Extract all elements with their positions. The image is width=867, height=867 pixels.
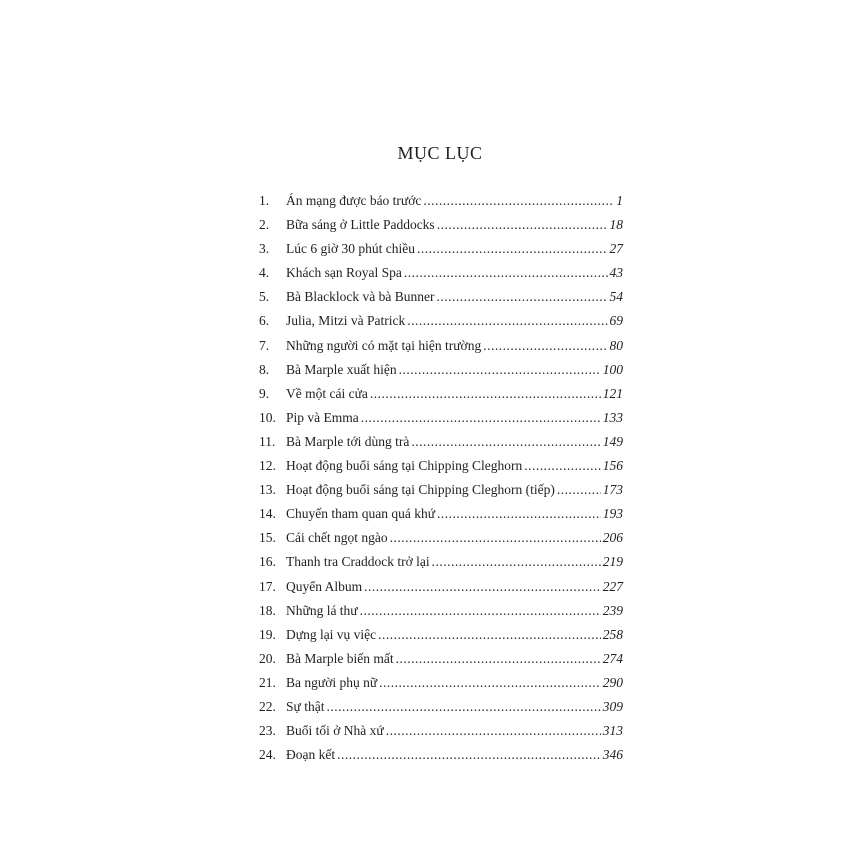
page-number: 100: [602, 361, 623, 377]
chapter-number: 22.: [259, 698, 276, 714]
toc-entry: [259, 386, 623, 410]
toc-entry: [259, 338, 623, 362]
chapter-title: Pip và Emma: [286, 409, 359, 425]
chapter-title: Bà Marple xuất hiện: [286, 361, 397, 377]
dot-leader: [432, 554, 601, 570]
dot-leader: [337, 747, 601, 763]
chapter-title: Sự thật: [286, 698, 325, 714]
page-number: 239: [602, 602, 623, 618]
chapter-number: 20.: [259, 650, 276, 666]
toc-entry: [259, 458, 623, 482]
page-number: 219: [602, 554, 623, 570]
toc-entry: [259, 675, 623, 699]
chapter-number: 4.: [259, 265, 270, 281]
chapter-title: Hoạt động buổi sáng tại Chipping Cleghorn (tiếp): [286, 482, 555, 498]
chapter-title: Chuyến tham quan quá khứ: [286, 506, 436, 522]
chapter-title: Ba người phụ nữ: [286, 674, 378, 690]
chapter-title: Lúc 6 giờ 30 phút chiều: [286, 241, 415, 257]
toc-entry: [259, 362, 623, 386]
dot-leader: [399, 362, 601, 378]
chapter-number: 12.: [259, 458, 276, 474]
dot-leader: [423, 193, 614, 209]
dot-leader: [379, 675, 601, 691]
chapter-number: 9.: [259, 385, 270, 401]
chapter-number: 15.: [259, 530, 276, 546]
chapter-title: Những lá thư: [286, 602, 358, 618]
toc-entry: [259, 651, 623, 675]
chapter-title: Bữa sáng ở Little Paddocks: [286, 217, 435, 233]
chapter-title: Về một cái cửa: [286, 385, 368, 401]
chapter-number: 6.: [259, 313, 270, 329]
chapter-title: Bà Blacklock và bà Bunner: [286, 289, 435, 305]
toc-entry: [259, 482, 623, 506]
page-number: 1: [616, 193, 623, 208]
chapter-number: 14.: [259, 506, 276, 522]
toc-entry: [259, 434, 623, 458]
chapter-title: Julia, Mitzi và Patrick: [286, 313, 406, 329]
dot-leader: [417, 241, 608, 257]
dot-leader: [557, 482, 601, 498]
chapter-title: Những người có mặt tại hiện trường: [286, 337, 482, 353]
page-number: 290: [602, 674, 623, 690]
chapter-number: 13.: [259, 482, 276, 498]
toc-entry: [259, 554, 623, 578]
toc-entry: [259, 265, 623, 289]
chapter-number: 2.: [259, 217, 270, 233]
chapter-number: 19.: [259, 626, 276, 642]
page-number: 193: [602, 506, 623, 522]
chapter-title: Khách sạn Royal Spa: [286, 265, 402, 281]
chapter-title: Buổi tối ở Nhà xứ: [286, 723, 384, 739]
dot-leader: [396, 651, 601, 667]
chapter-title: Bà Marple biến mất: [286, 650, 394, 666]
toc-entry: [259, 313, 623, 337]
dot-leader: [407, 313, 607, 329]
dot-leader: [390, 530, 601, 546]
dot-leader: [361, 410, 601, 426]
chapter-title: Cái chết ngọt ngào: [286, 530, 388, 546]
dot-leader: [411, 434, 600, 450]
dot-leader: [437, 506, 601, 522]
page-number: 346: [602, 747, 623, 763]
chapter-number: 16.: [259, 554, 276, 570]
page-number: 227: [602, 578, 623, 594]
page-number: 80: [609, 337, 623, 353]
chapter-number: 23.: [259, 723, 276, 739]
dot-leader: [364, 579, 601, 595]
toc-entry: [259, 410, 623, 434]
chapter-number: 3.: [259, 241, 270, 257]
chapter-number: 17.: [259, 578, 276, 594]
dot-leader: [378, 627, 601, 643]
toc-entry: [259, 289, 623, 313]
toc-entry: [259, 747, 623, 771]
dot-leader: [524, 458, 601, 474]
chapter-number: 18.: [259, 602, 276, 618]
chapter-number: 24.: [259, 747, 276, 763]
page-number: 309: [602, 698, 623, 714]
chapter-number: 21.: [259, 674, 276, 690]
page-number: 27: [609, 241, 623, 257]
chapter-number: 8.: [259, 361, 270, 377]
page-number: 121: [602, 385, 623, 401]
chapter-number: 10.: [259, 409, 276, 425]
chapter-number: 5.: [259, 289, 270, 305]
chapter-number: 1.: [259, 193, 270, 208]
page-number: 18: [609, 217, 623, 233]
page-number: 149: [602, 433, 623, 449]
chapter-title: Đoạn kết: [286, 747, 336, 763]
page-number: 133: [602, 409, 623, 425]
dot-leader: [370, 386, 601, 402]
chapter-title: Thanh tra Craddock trở lại: [286, 554, 430, 570]
page-title: MỤC LỤC: [397, 143, 483, 163]
page-number: 313: [602, 723, 623, 739]
dot-leader: [436, 289, 607, 305]
dot-leader: [326, 699, 600, 715]
chapter-title: Quyển Album: [286, 578, 363, 594]
toc-entry: [259, 193, 623, 217]
page-number: 69: [609, 313, 623, 329]
toc-entry: [259, 579, 623, 603]
chapter-number: 7.: [259, 337, 270, 353]
toc-entry: [259, 241, 623, 265]
page-number: 43: [609, 265, 623, 281]
toc-entry: [259, 723, 623, 747]
toc-entry: [259, 603, 623, 627]
chapter-title: Án mạng được báo trước: [286, 193, 422, 208]
page-number: 173: [602, 482, 623, 498]
chapter-title: Dựng lại vụ việc: [286, 626, 377, 642]
dot-leader: [360, 603, 601, 619]
toc-entry: [259, 627, 623, 651]
page-number: 274: [602, 650, 623, 666]
toc-entry: [259, 530, 623, 554]
chapter-number: 11.: [259, 433, 276, 449]
toc-entry: [259, 699, 623, 723]
dot-leader: [404, 265, 608, 281]
dot-leader: [483, 338, 607, 354]
page-number: 206: [602, 530, 623, 546]
page-number: 156: [602, 458, 623, 474]
dot-leader: [386, 723, 601, 739]
dot-leader: [437, 217, 608, 233]
table-of-contents: [259, 193, 623, 771]
chapter-title: Bà Marple tới dùng trà: [286, 433, 410, 449]
toc-entry: [259, 506, 623, 530]
page-number: 54: [609, 289, 623, 305]
chapter-title: Hoạt động buổi sáng tại Chipping Cleghorn: [286, 458, 523, 474]
toc-entry: [259, 217, 623, 241]
page-number: 258: [602, 626, 623, 642]
